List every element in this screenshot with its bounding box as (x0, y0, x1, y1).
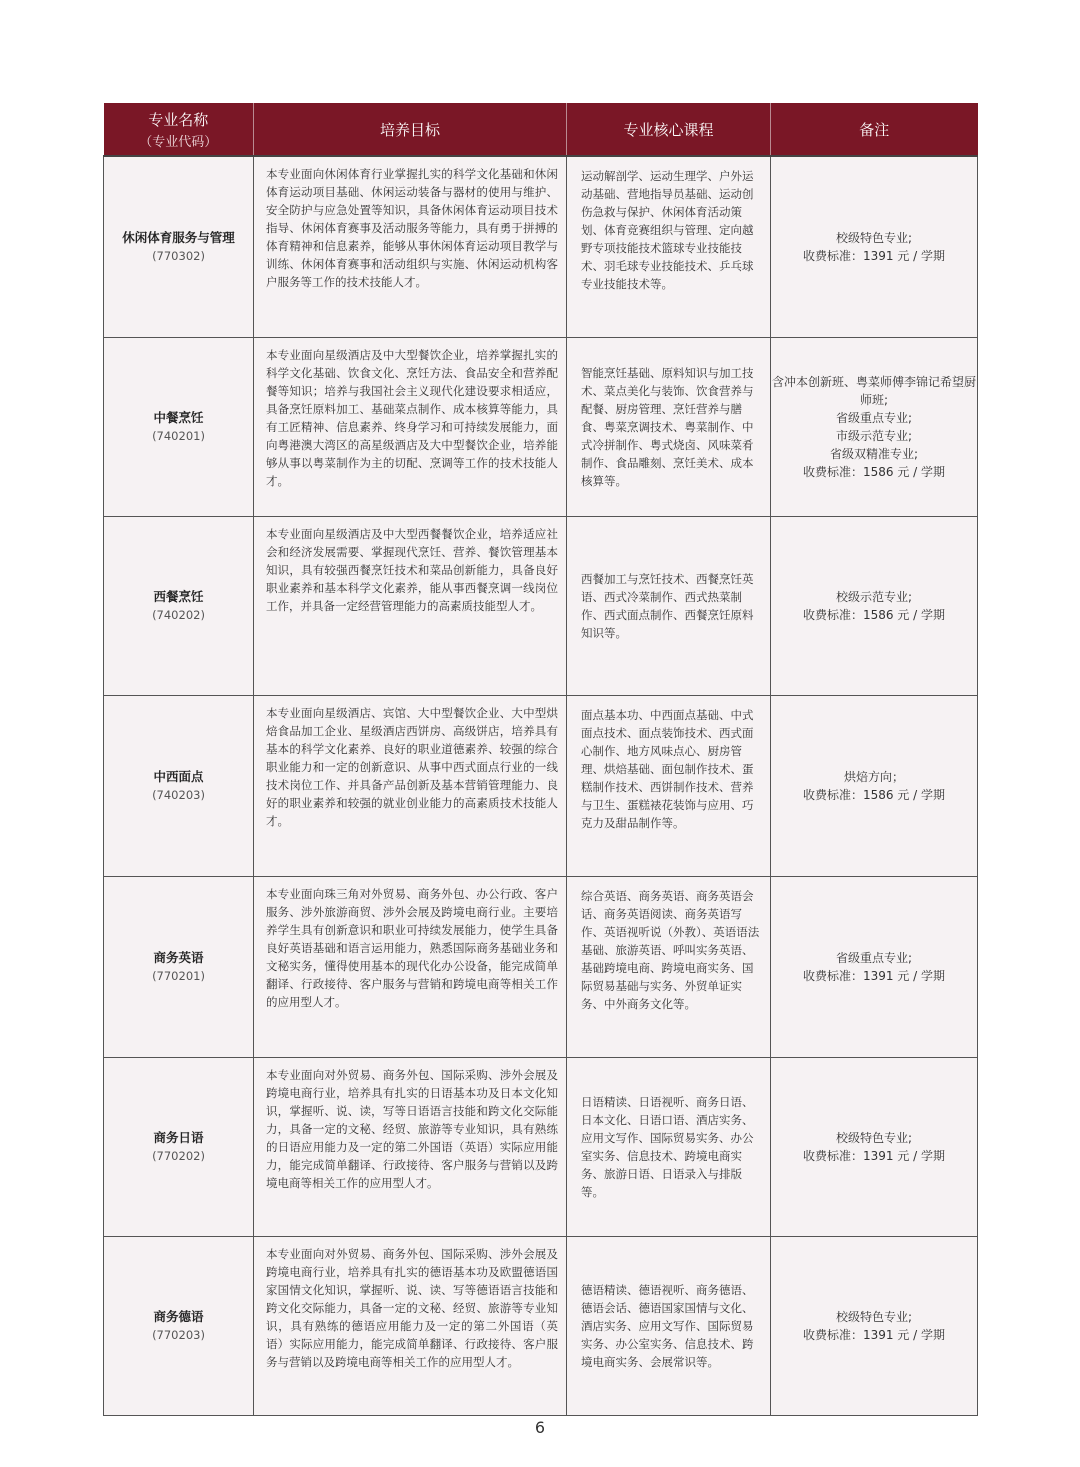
note-line: 校级特色专业; (835, 1310, 913, 1324)
program-goal: 本专业面向星级酒店、宾馆、大中型餐饮企业、大中型烘焙食品加工企业、星级酒店西饼房、高级饼店，培养具有基本的科学文化素养、良好的职业道德素养、较强的综合职业能力和一定的创新意识、从事中西式面点行业的一线技术岗位工作、并具备产品创新及基本营销管理能力、良好的职业素养和较强的就业创业能力的高素质技术技能人才。 (254, 696, 567, 877)
program-goal: 本专业面向星级酒店及中大型西餐餐饮企业，培养适应社会和经济发展需要、掌握现代烹饪、营养、餐饮管理基本知识，具有较强西餐烹饪技术和菜品创新能力，具备良好职业素养和基本科学文化素养，能从事西餐烹调一线岗位工作，并具备一定经营管理能力的高素质技能型人才。 (254, 517, 567, 696)
program-goal: 本专业面向休闲体育行业掌握扎实的科学文化基础和休闲体育运动项目基础、休闲运动装备与器材的使用与维护、安全防护与应急处置等知识，具备休闲体育运动项目技术指导、休闲体育赛事及活动服务等能力，具有勇于拼搏的体育精神和信息素养，能够从事休闲体育运动项目教学与训练、休闲体育赛事和活动组织与实施、休闲运动机构客户服务等工作的技术技能人才。 (254, 156, 567, 338)
program-notes (771, 156, 978, 338)
program-code: (740202) (152, 608, 205, 622)
note-line: 校级特色专业; (835, 231, 913, 245)
program-core-courses: 运动解剖学、运动生理学、户外运动基础、营地指导员基础、运动创伤急救与保护、休闲体育活动策划、体育竞赛组织与管理、定向越野专项技能技术篮球专业技能技术、羽毛球专业技能技术、乒乓球专业技能技术等。 (567, 156, 771, 338)
note-line: 收费标准：1586 元 / 学期 (802, 608, 946, 622)
program-notes (771, 877, 978, 1058)
program-core-courses: 智能烹饪基础、原料知识与加工技术、菜点美化与装饰、饮食营养与配餐、厨房管理、烹饪营养与膳食、粤菜烹调技术、粤菜制作、中式冷拼制作、粤式烧卤、风味菜肴制作、食品雕刻、烹饪美术、成本核算等。 (567, 338, 771, 517)
program-code: (770203) (152, 1328, 205, 1342)
note-line: 收费标准：1391 元 / 学期 (802, 249, 946, 263)
program-code: (740203) (152, 788, 205, 802)
program-core-courses: 西餐加工与烹饪技术、西餐烹饪英语、西式冷菜制作、西式热菜制作、西式面点制作、西餐烹饪原料知识等。 (567, 517, 771, 696)
program-notes (771, 338, 978, 517)
header-core: 专业核心课程 (567, 103, 771, 156)
program-name-cell (104, 1237, 254, 1416)
program-name: 休闲体育服务与管理 (122, 230, 235, 245)
program-name-cell (104, 877, 254, 1058)
program-name: 西餐烹饪 (153, 589, 204, 604)
note-line: 收费标准：1391 元 / 学期 (802, 969, 946, 983)
program-name-cell (104, 517, 254, 696)
table-header-row (104, 103, 978, 156)
program-name: 商务日语 (153, 1130, 204, 1145)
program-code: (740201) (152, 429, 205, 443)
note-line: 校级特色专业; (835, 1131, 913, 1145)
table-row (104, 517, 978, 696)
program-notes (771, 1237, 978, 1416)
note-line: 省级重点专业; (835, 411, 913, 425)
header-code-label: （专业代码） (139, 134, 218, 150)
program-code: (770201) (152, 969, 205, 983)
program-name-cell (104, 696, 254, 877)
header-name (104, 103, 254, 156)
program-notes (771, 1058, 978, 1237)
note-line: 含冲本创新班、粤菜师傅李锦记希望厨师班; (771, 375, 976, 407)
program-name: 商务德语 (153, 1309, 204, 1324)
program-core-courses: 日语精读、日语视听、商务日语、日本文化、日语口语、酒店实务、应用文写作、国际贸易实务、办公室实务、信息技术、跨境电商实务、旅游日语、日语录入与排版等。 (567, 1058, 771, 1237)
table-row (104, 877, 978, 1058)
program-code: (770202) (152, 1149, 205, 1163)
table-row (104, 1237, 978, 1416)
note-line: 收费标准：1586 元 / 学期 (802, 465, 946, 479)
header-name-label: 专业名称 (148, 110, 209, 129)
program-goal: 本专业面向对外贸易、商务外包、国际采购、涉外会展及跨境电商行业，培养具有扎实的日语基本功及日本文化知识，掌握听、说、读，写等日语语言技能和跨文化交际能力，具备一定的文秘、经贸、旅游等专业知识，具有熟练的日语应用能力及一定的第二外国语（英语）实际应用能力，能完成简单翻译、行政接待、客户服务与营销以及跨境电商等相关工作的应用型人才。 (254, 1058, 567, 1237)
program-name-cell (104, 338, 254, 517)
note-line: 收费标准：1586 元 / 学期 (802, 788, 946, 802)
header-note: 备注 (771, 103, 978, 156)
program-core-courses: 综合英语、商务英语、商务英语会话、商务英语阅读、商务英语写作、英语视听说（外教）、英语语法基础、旅游英语、呼叫实务英语、基础跨境电商、跨境电商实务、国际贸易基础与实务、外贸单证实务、中外商务文化等。 (567, 877, 771, 1058)
page-number: 6 (534, 1418, 546, 1437)
program-goal: 本专业面向珠三角对外贸易、商务外包、办公行政、客户服务、涉外旅游商贸、涉外会展及跨境电商行业。主要培养学生具有创新意识和职业可持续发展能力，使学生具备良好英语基础和语言运用能力，熟悉国际商务基础业务和文秘实务，懂得使用基本的现代化办公设备，能完成简单翻译、行政接待、客户服务与营销和跨境电商等相关工作的应用型人才。 (254, 877, 567, 1058)
program-goal: 本专业面向对外贸易、商务外包、国际采购、涉外会展及跨境电商行业，培养具有扎实的德语基本功及欧盟德语国家国情文化知识，掌握听、说、读、写等德语语言技能和跨文化交际能力，具备一定的文秘、经贸、旅游等专业知识，具有熟练的德语应用能力及一定的第二外国语（英语）实际应用能力，能完成简单翻译、行政接待、客户服务与营销以及跨境电商等相关工作的应用型人才。 (254, 1237, 567, 1416)
program-core-courses: 德语精读、德语视听、商务德语、德语会话、德语国家国情与文化、酒店实务、应用文写作、国际贸易实务、办公室实务、信息技术、跨境电商实务、会展常识等。 (567, 1237, 771, 1416)
program-name: 中餐烹饪 (153, 410, 204, 425)
table-row (104, 696, 978, 877)
note-line: 省级双精准专业; (829, 447, 919, 461)
table-row (104, 156, 978, 338)
program-table (103, 103, 978, 1416)
program-name-cell (104, 1058, 254, 1237)
program-name: 中西面点 (153, 769, 204, 784)
program-table-container (103, 103, 977, 1416)
program-notes (771, 517, 978, 696)
program-core-courses: 面点基本功、中西面点基础、中式面点技术、面点装饰技术、西式面心制作、地方风味点心、厨房管理、烘焙基础、面包制作技术、蛋糕制作技术、西饼制作技术、营养与卫生、蛋糕裱花装饰与应用、巧克力及甜品制作等。 (567, 696, 771, 877)
table-row (104, 338, 978, 517)
table-row (104, 1058, 978, 1237)
note-line: 收费标准：1391 元 / 学期 (802, 1328, 946, 1342)
program-name: 商务英语 (153, 950, 204, 965)
note-line: 校级示范专业; (835, 590, 913, 604)
header-goal: 培养目标 (254, 103, 567, 156)
note-line: 省级重点专业; (835, 951, 913, 965)
program-name-cell (104, 156, 254, 338)
program-goal: 本专业面向星级酒店及中大型餐饮企业，培养掌握扎实的科学文化基础、饮食文化、烹饪方法、食品安全和营养配餐等知识；培养与我国社会主义现代化建设要求相适应，具备烹饪原料加工、基础菜点制作、成本核算等能力，具有工匠精神、信息素养、终身学习和可持续发展能力，面向粤港澳大湾区的高星级酒店及大中型餐饮企业，培养能够从事以粤菜制作为主的切配、烹调等工作的技术技能人才。 (254, 338, 567, 517)
program-notes (771, 696, 978, 877)
note-line: 市级示范专业; (835, 429, 913, 443)
note-line: 收费标准：1391 元 / 学期 (802, 1149, 946, 1163)
note-line: 烘焙方向； (843, 770, 904, 784)
program-code: (770302) (152, 249, 205, 263)
